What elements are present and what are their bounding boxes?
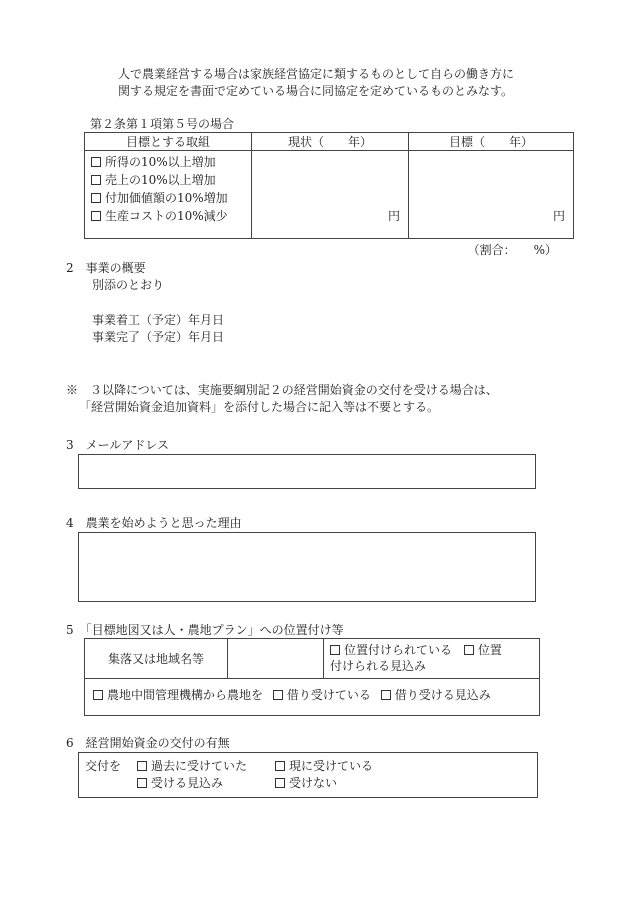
lease-row [93, 687, 491, 703]
option-positioned[interactable]: 位置付けられている [330, 643, 452, 657]
option-receiving-now[interactable]: 現に受けている [275, 759, 373, 773]
note-line-2: 「経営開始資金追加資料」を添付した場合に記入等は不要とする。 [79, 400, 440, 414]
section2-title: 2 事業の概要 [66, 261, 146, 275]
section2-end: 事業完了（予定）年月日 [92, 330, 225, 344]
section3-title: 3 メールアドレス [66, 438, 170, 452]
plan-box [84, 638, 540, 716]
intro-line-1: 人で農業経営する場合は家族経営協定に類するものとして自らの働き方に [118, 67, 515, 81]
section6-title: 6 経営開始資金の交付の有無 [66, 736, 230, 750]
grant-row-2 [137, 775, 337, 791]
goal-header-action: 目標とする取組 [85, 133, 252, 151]
positioning-cell [324, 639, 539, 679]
checkbox[interactable] [91, 193, 101, 203]
option-expected[interactable]: 位置 [464, 643, 502, 657]
goal-table [84, 132, 574, 257]
grant-row-1 [85, 758, 373, 774]
checkbox[interactable] [91, 175, 101, 185]
area-label-cell [85, 639, 228, 679]
option-will-receive[interactable]: 受ける見込み [137, 775, 275, 791]
area-name-field[interactable] [228, 639, 324, 679]
area-label: 集落又は地域名等 [107, 652, 204, 666]
note-line-1: ※ ３以降については、実施要綱別記２の経営開始資金の交付を受ける場合は、 [66, 383, 498, 397]
section2-start: 事業着工（予定）年月日 [92, 313, 225, 327]
ratio-label: （割合： %） [467, 243, 557, 257]
section5-title: 5 「目標地図又は人・農地プラン」への位置付け等 [66, 623, 344, 637]
checkbox[interactable] [137, 761, 147, 771]
goal-header-current: 現状（ 年） [252, 133, 409, 151]
yen-current: 円 [387, 209, 400, 223]
checkbox[interactable] [330, 645, 340, 655]
reason-field[interactable] [78, 532, 536, 602]
email-field[interactable] [78, 454, 536, 489]
option-received-past[interactable]: 過去に受けていた [137, 758, 275, 774]
grant-prefix: 交付を [85, 759, 122, 773]
section2-body: 別添のとおり [92, 278, 165, 292]
goal-item[interactable]: 所得の10%以上増加 [91, 153, 251, 171]
section4-title: 4 農業を始めようと思った理由 [66, 516, 242, 530]
option-lease-expected[interactable]: 借り受ける見込み [381, 688, 491, 702]
grant-box [78, 752, 538, 798]
intro-line-2: 関する規定を書面で定めている場合に同協定を定めているものとみなす。 [118, 84, 514, 98]
checkbox[interactable] [91, 157, 101, 167]
checkbox[interactable] [93, 690, 103, 700]
goal-item[interactable]: 付加価値額の10%増加 [91, 189, 251, 207]
goal-target-cell[interactable] [409, 151, 574, 257]
checkbox[interactable] [273, 690, 283, 700]
goal-item[interactable]: 売上の10%以上増加 [91, 171, 251, 189]
option-not-receiving[interactable]: 受けない [275, 776, 337, 790]
checkbox[interactable] [381, 690, 391, 700]
yen-target: 円 [552, 209, 565, 223]
goal-header-target: 目標（ 年） [409, 133, 574, 151]
goal-current-cell[interactable] [252, 151, 409, 239]
option-expected-continued: 付けられる見込み [330, 659, 427, 673]
goal-caption: 第２条第１項第５号の場合 [90, 117, 235, 131]
goal-item[interactable]: 生産コストの10%減少 [91, 207, 251, 225]
goal-items-cell [85, 151, 252, 239]
option-leasing[interactable]: 借り受けている [273, 688, 371, 702]
checkbox[interactable] [275, 778, 285, 788]
checkbox[interactable] [137, 778, 147, 788]
checkbox[interactable] [464, 645, 474, 655]
checkbox[interactable] [91, 211, 101, 221]
checkbox[interactable] [275, 761, 285, 771]
lease-prefix: 農地中間管理機構から農地を [93, 688, 263, 702]
